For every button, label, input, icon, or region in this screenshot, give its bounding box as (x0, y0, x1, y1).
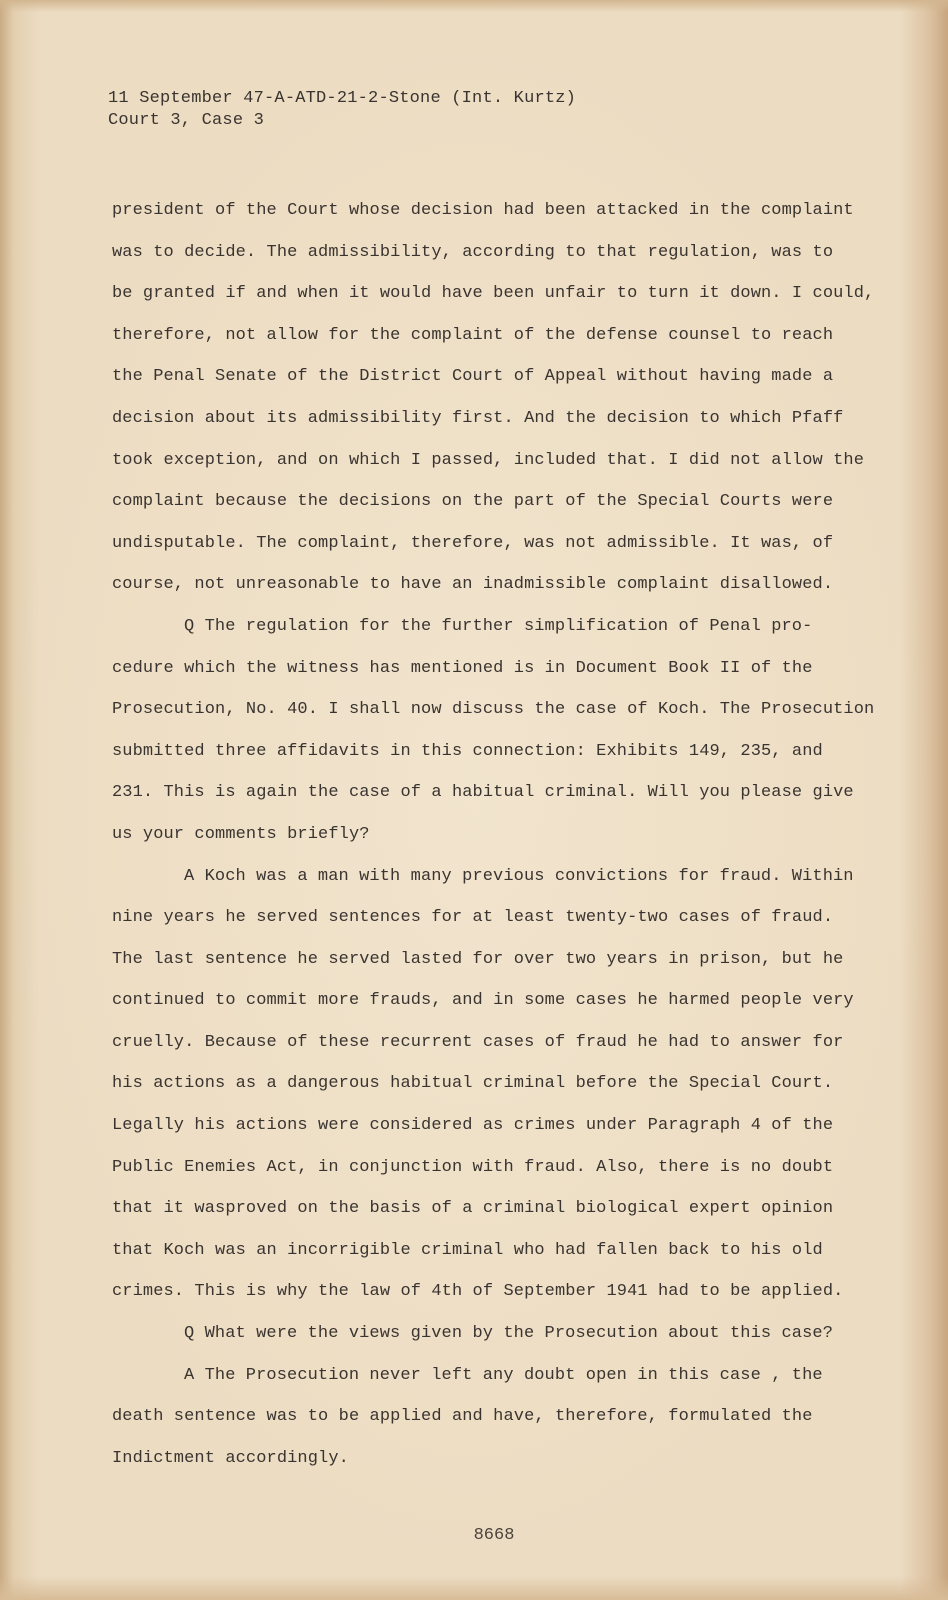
text-line: cruelly. Because of these recurrent cases of fraud he had to answer for (112, 1032, 844, 1052)
text-line: death sentence was to be applied and have, therefore, formulated the (112, 1407, 813, 1427)
text-line: complaint because the decisions on the part of the Special Courts were (112, 492, 834, 512)
text-line: took exception, and on which I passed, included that. I did not allow the (112, 450, 865, 470)
text-line: Prosecution, No. 40. I shall now discuss the case of Koch. The Prosecution (112, 700, 875, 720)
question-line: Q What were the views given by the Prosecution about this case? (184, 1324, 834, 1344)
text-line: his actions as a dangerous habitual criminal before the Special Court. (112, 1074, 834, 1094)
text-line: decision about its admissibility first. And the decision to which Pfaff (112, 408, 844, 428)
text-line: Legally his actions were considered as crimes under Paragraph 4 of the (112, 1116, 834, 1136)
page-top-edge (0, 0, 948, 12)
text-line: Public Enemies Act, in conjunction with fraud. Also, there is no doubt (112, 1157, 834, 1177)
text-line: us your comments briefly? (112, 824, 370, 844)
text-line: cedure which the witness has mentioned is in Document Book II of the (112, 658, 813, 678)
text-line: that Koch was an incorrigible criminal who had fallen back to his old (112, 1240, 823, 1260)
text-line: The last sentence he served lasted for over two years in prison, but he (112, 949, 844, 969)
text-line: crimes. This is why the law of 4th of September 1941 had to be applied. (112, 1282, 844, 1302)
text-line: the Penal Senate of the District Court of Appeal without having made a (112, 367, 834, 387)
text-line: undisputable. The complaint, therefore, was not admissible. It was, of (112, 533, 834, 553)
text-line: that it wasproved on the basis of a criminal biological expert opinion (112, 1199, 834, 1219)
page-number: 8668 (473, 1526, 515, 1545)
page-bottom-edge (0, 1576, 948, 1600)
text-line: be granted if and when it would have been unfair to turn it down. I could, (112, 284, 875, 304)
header-line-2: Court 3, Case 3 (108, 111, 265, 130)
text-line: was to decide. The admissibility, according to that regulation, was to (112, 242, 834, 262)
text-line: continued to commit more frauds, and in some cases he harmed people very (112, 991, 854, 1011)
text-line: submitted three affidavits in this connection: Exhibits 149, 235, and (112, 741, 823, 761)
answer-line: A Koch was a man with many previous convictions for fraud. Within (184, 866, 854, 886)
text-line: Indictment accordingly. (112, 1448, 349, 1468)
text-line: therefore, not allow for the complaint of the defense counsel to reach (112, 325, 834, 345)
question-line: Q The regulation for the further simplification of Penal pro- (184, 616, 813, 636)
transcript-body (112, 190, 875, 1479)
text-line: nine years he served sentences for at least twenty-two cases of fraud. (112, 908, 834, 928)
page-header (108, 88, 576, 132)
answer-line: A The Prosecution never left any doubt open in this case , the (184, 1365, 823, 1385)
text-line: course, not unreasonable to have an inadmissible complaint disallowed. (112, 575, 834, 595)
text-line: 231. This is again the case of a habitual criminal. Will you please give (112, 783, 854, 803)
text-line: president of the Court whose decision had been attacked in the complaint (112, 201, 854, 220)
header-line-1: 11 September 47-A-ATD-21-2-Stone (Int. Kurtz) (108, 89, 577, 108)
